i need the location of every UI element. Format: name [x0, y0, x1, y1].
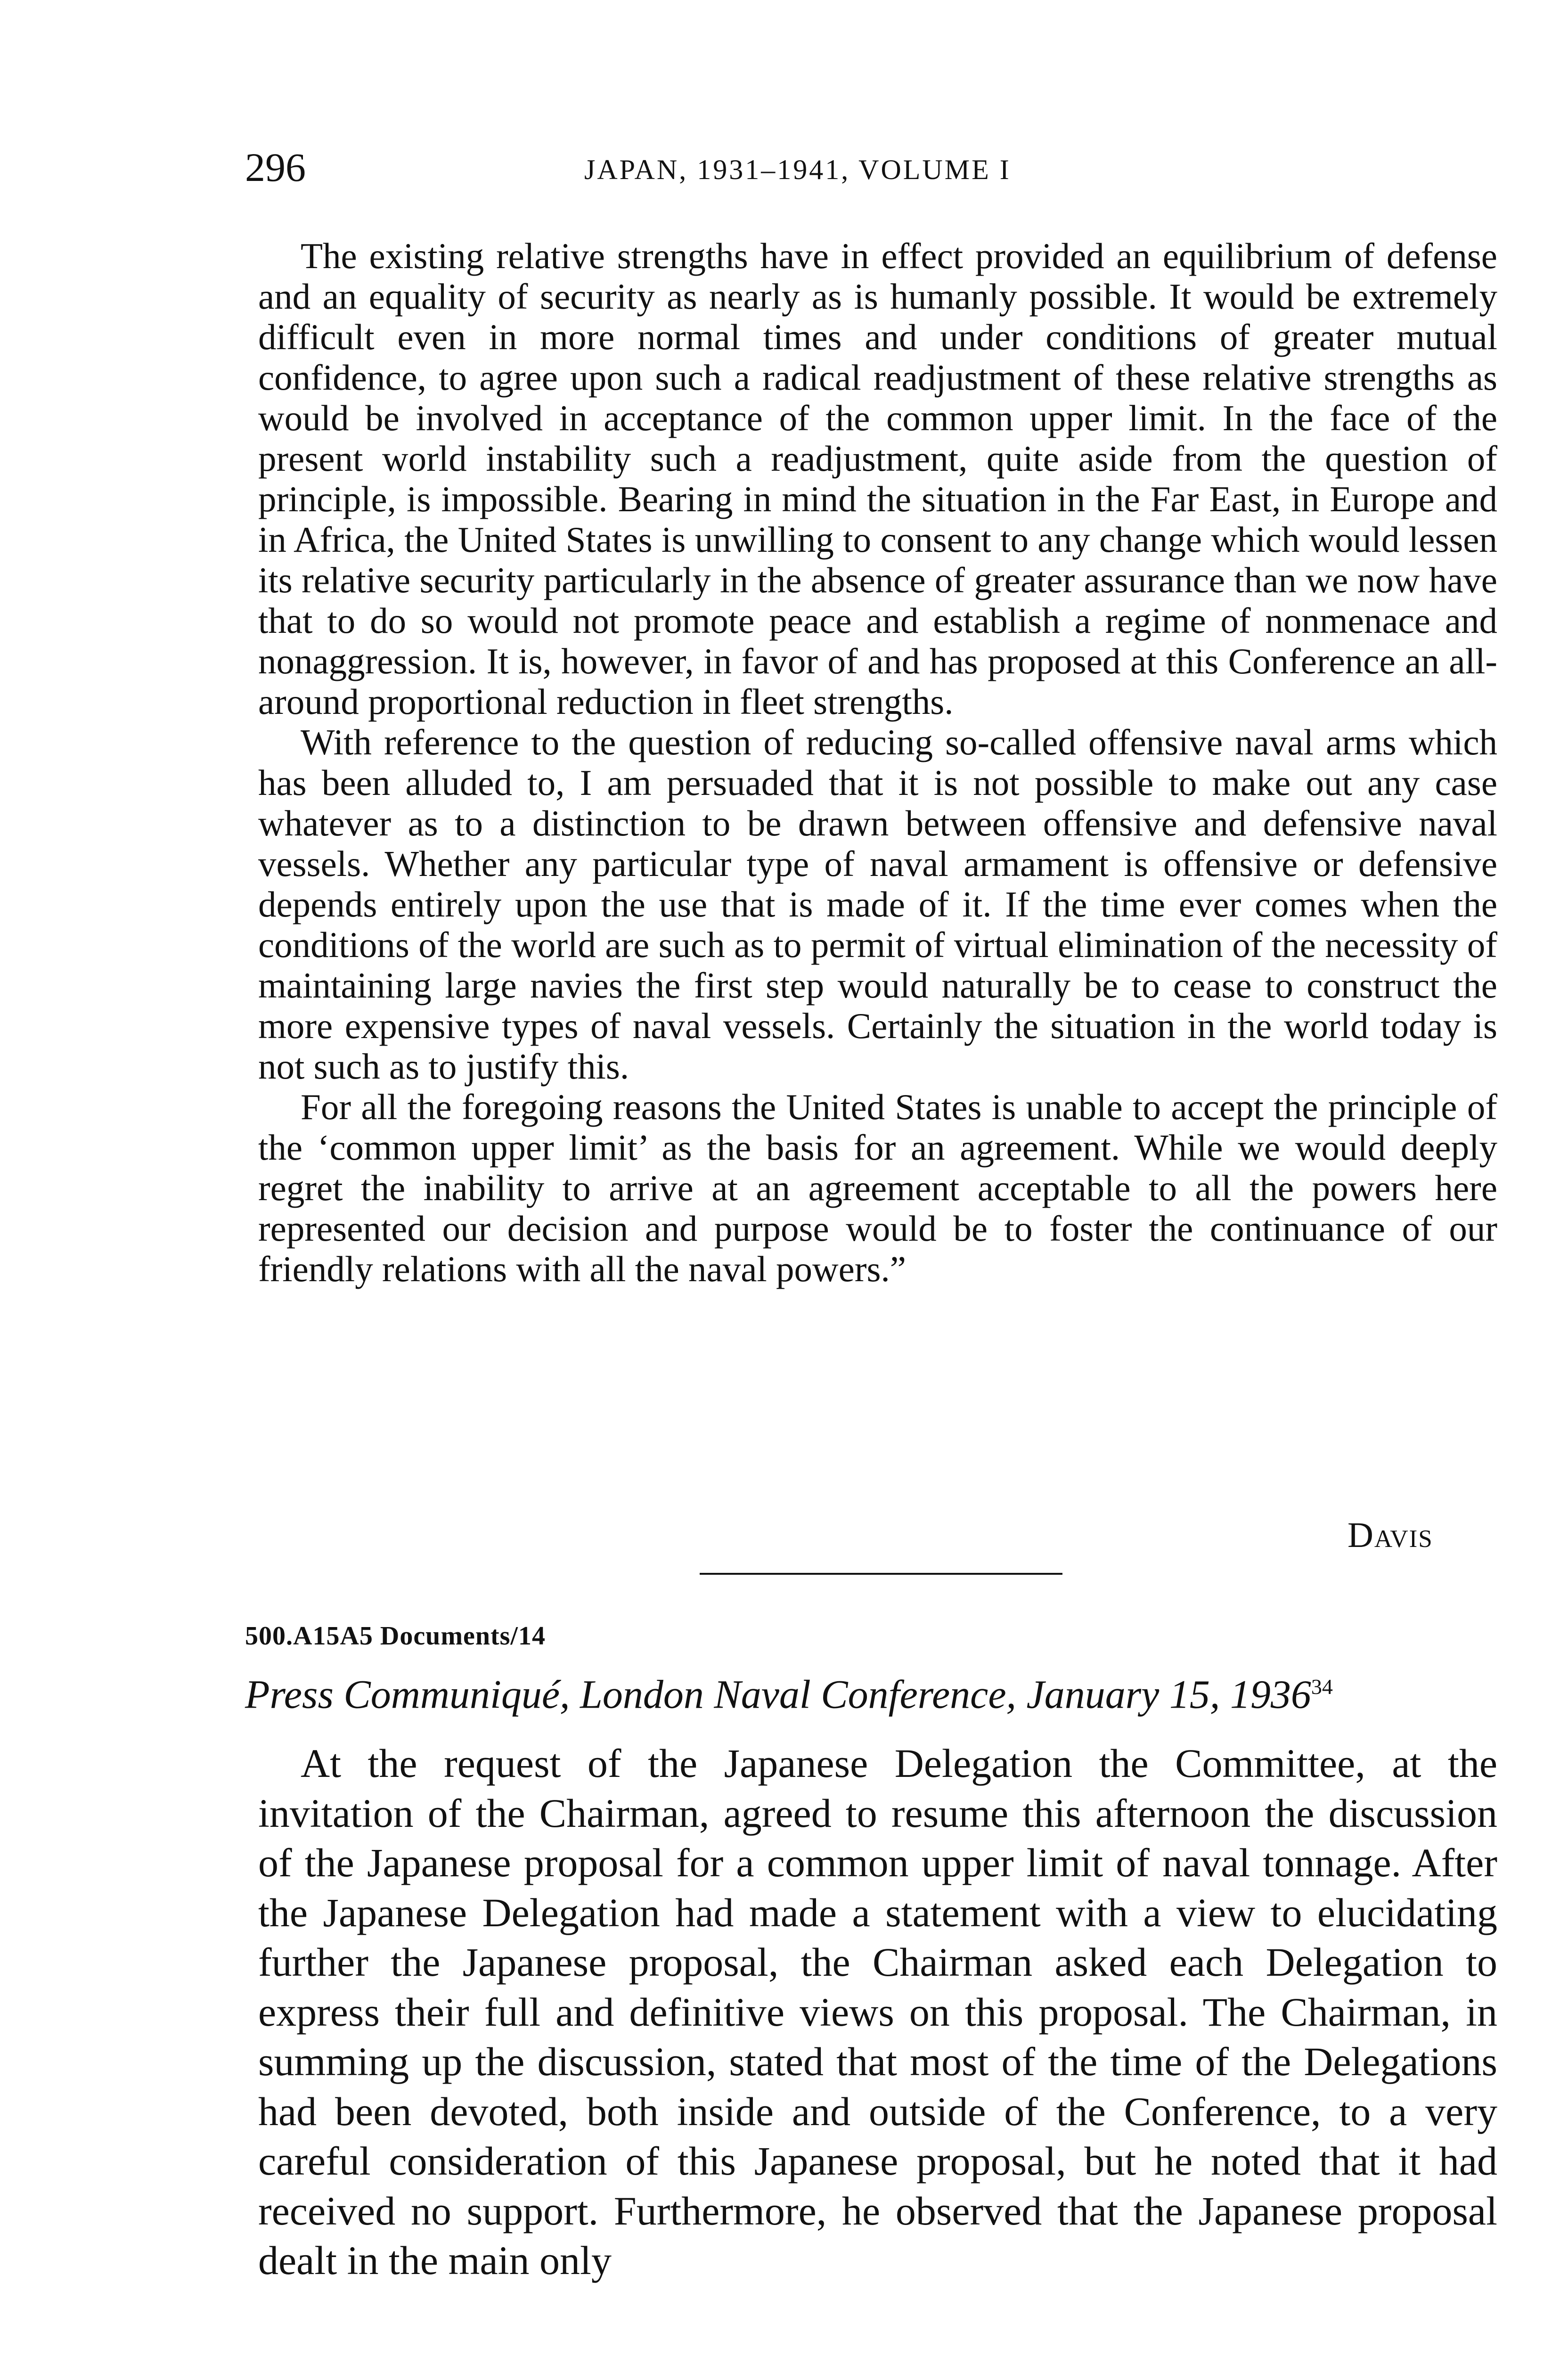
running-head: [245, 141, 1508, 198]
statement-text: [258, 236, 1497, 1289]
footnote-reference: 34: [1311, 1675, 1333, 1699]
communique-text: [258, 1739, 1497, 2286]
document-title-text: Press Communiqué, London Naval Conference, January 15, 1936: [245, 1671, 1311, 1717]
statement-paragraph-2: With reference to the question of reducing so-called offensive naval arms which has been alluded to, I am persuaded that it is not possible to make out any case whatever as to a distinction to be drawn between offensive and defensive naval vessels. Whether any particular type of naval armament is offensive or defensive depends entirely upon the use that is made of it. If the time ever comes when the conditions of the world are such as to permit of virtual elimination of the necessity of maintaining large navies the first step would naturally be to cease to construct the more expensive types of naval vessels. Certainly the situation in the world today is not such as to justify this.: [258, 722, 1497, 1087]
running-title: JAPAN, 1931–1941, VOLUME I: [584, 154, 1011, 185]
statement-paragraph-1: The existing relative strengths have in effect provided an equilibrium of defense and an equality of security as nearly as is humanly possible. It would be extremely difficult even in more normal times and under conditions of greater mutual confidence, to agree upon such a radical readjustment of these relative strengths as would be involved in acceptance of the common upper limit. In the face of the present world instability such a readjustment, quite aside from the question of principle, is impossible. Bearing in mind the situation in the Far East, in Europe and in Africa, the United States is unwilling to consent to any change which would lessen its relative security particularly in the absence of greater assurance than we now have that to do so would not promote peace and establish a regime of nonmenace and nonaggression. It is, however, in favor of and has proposed at this Conference an all-around proportional reduction in fleet strengths.: [258, 236, 1497, 722]
document-reference: 500.A15A5 Documents/14: [245, 1621, 546, 1651]
signature-name: Davis: [1348, 1515, 1433, 1555]
communique-paragraph: At the request of the Japanese Delegation the Committee, at the invitation of the Chairman, agreed to resume this afternoon the discussion of the Japanese proposal for a common upper limit of naval tonnage. After the Japanese Delegation had made a statement with a view to elucidating further the Japanese proposal, the Chairman asked each Delegation to express their full and definitive views on this proposal. The Chairman, in summing up the discussion, stated that most of the time of the Delegations had been devoted, both inside and outside of the Conference, to a very careful consideration of this Japanese proposal, but he noted that it had received no support. Furthermore, he observed that the Japanese proposal dealt in the main only: [258, 1741, 1497, 2283]
statement-paragraph-3: For all the foregoing reasons the United States is unable to accept the principle of the ‘common upper limit’ as the basis for an agreement. While we would deeply regret the inability to arrive at an agreement acceptable to all the powers here represented our decision and purpose would be to foster the continuance of our friendly relations with all the naval powers.”: [258, 1087, 1497, 1289]
signature: [1348, 1512, 1433, 1559]
document-title: [245, 1661, 1508, 1720]
page-number: 296: [245, 145, 306, 190]
section-separator: [700, 1573, 1062, 1575]
